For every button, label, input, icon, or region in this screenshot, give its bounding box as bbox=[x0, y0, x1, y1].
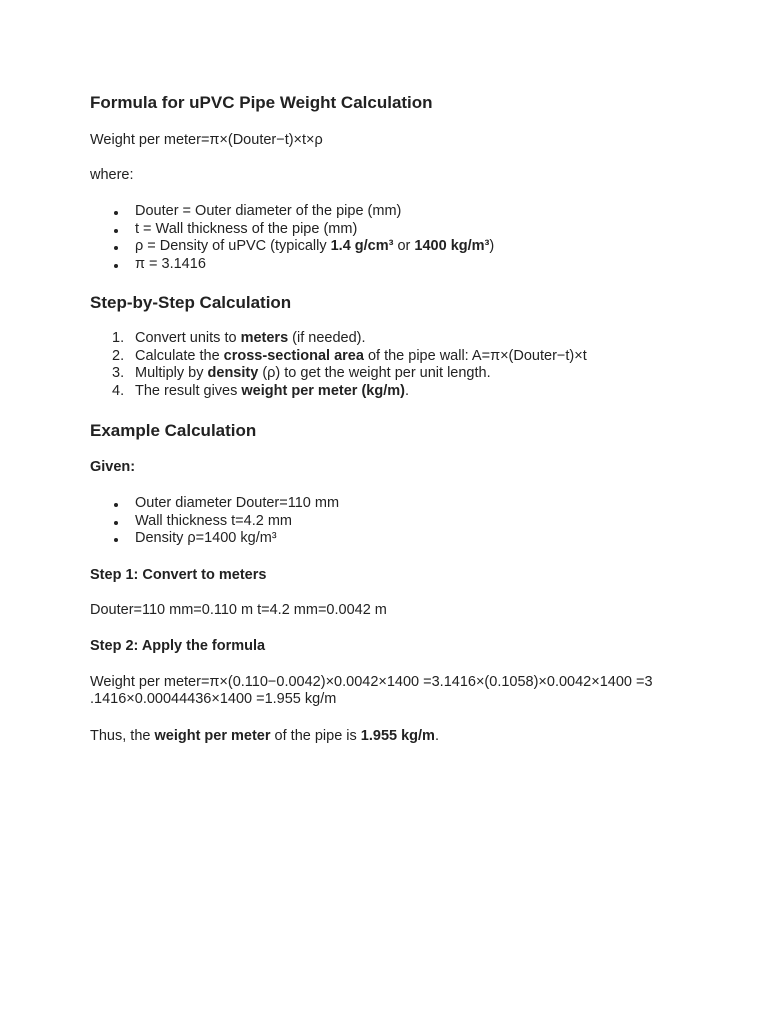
steps-list bbox=[90, 330, 587, 400]
list-item: Wall thickness t=4.2 mm bbox=[90, 513, 339, 531]
steps-heading: Step-by-Step Calculation bbox=[90, 293, 292, 312]
step1-label: Step 1: Convert to meters bbox=[90, 567, 267, 583]
list-item: 2. Calculate the cross-sectional area of the pipe wall: A=π×(Douter−t)×t bbox=[112, 347, 587, 364]
page-title: Formula for uPVC Pipe Weight Calculation bbox=[90, 93, 433, 112]
list-item: π = 3.1416 bbox=[90, 256, 494, 274]
given-label: Given: bbox=[90, 459, 136, 475]
conclusion-text: Thus, the weight per meter of the pipe is 1.955 kg/m. bbox=[90, 728, 439, 744]
list-item: ρ = Density of uPVC (typically 1.4 g/cm³ or 1400 kg/m³) bbox=[90, 238, 494, 256]
list-item: Outer diameter Douter=110 mm bbox=[90, 495, 339, 513]
list-item: 3. Multiply by density (ρ) to get the weight per unit length. bbox=[112, 365, 491, 381]
formula-text: Weight per meter=π×(Douter−t)×t×ρ bbox=[90, 132, 323, 148]
example-heading: Example Calculation bbox=[90, 421, 257, 440]
list-item: Density ρ=1400 kg/m³ bbox=[90, 530, 339, 548]
definitions-list bbox=[90, 203, 494, 273]
step2-label: Step 2: Apply the formula bbox=[90, 638, 266, 654]
list-item: Douter = Outer diameter of the pipe (mm) bbox=[90, 203, 494, 221]
step1-text: Douter=110 mm=0.110 m t=4.2 mm=0.0042 m bbox=[90, 602, 387, 618]
step2-line1: Weight per meter=π×(0.110−0.0042)×0.0042×1400 =3.1416×(0.1058)×0.0042×1400 =3 bbox=[90, 674, 653, 690]
where-label: where: bbox=[90, 167, 134, 183]
given-list bbox=[90, 495, 339, 548]
list-item: t = Wall thickness of the pipe (mm) bbox=[90, 221, 494, 239]
list-item: 4. The result gives weight per meter (kg/m). bbox=[112, 382, 409, 399]
list-item: 1. Convert units to meters (if needed). bbox=[112, 330, 366, 346]
step2-line2: .1416×0.00044436×1400 =1.955 kg/m bbox=[90, 691, 337, 707]
